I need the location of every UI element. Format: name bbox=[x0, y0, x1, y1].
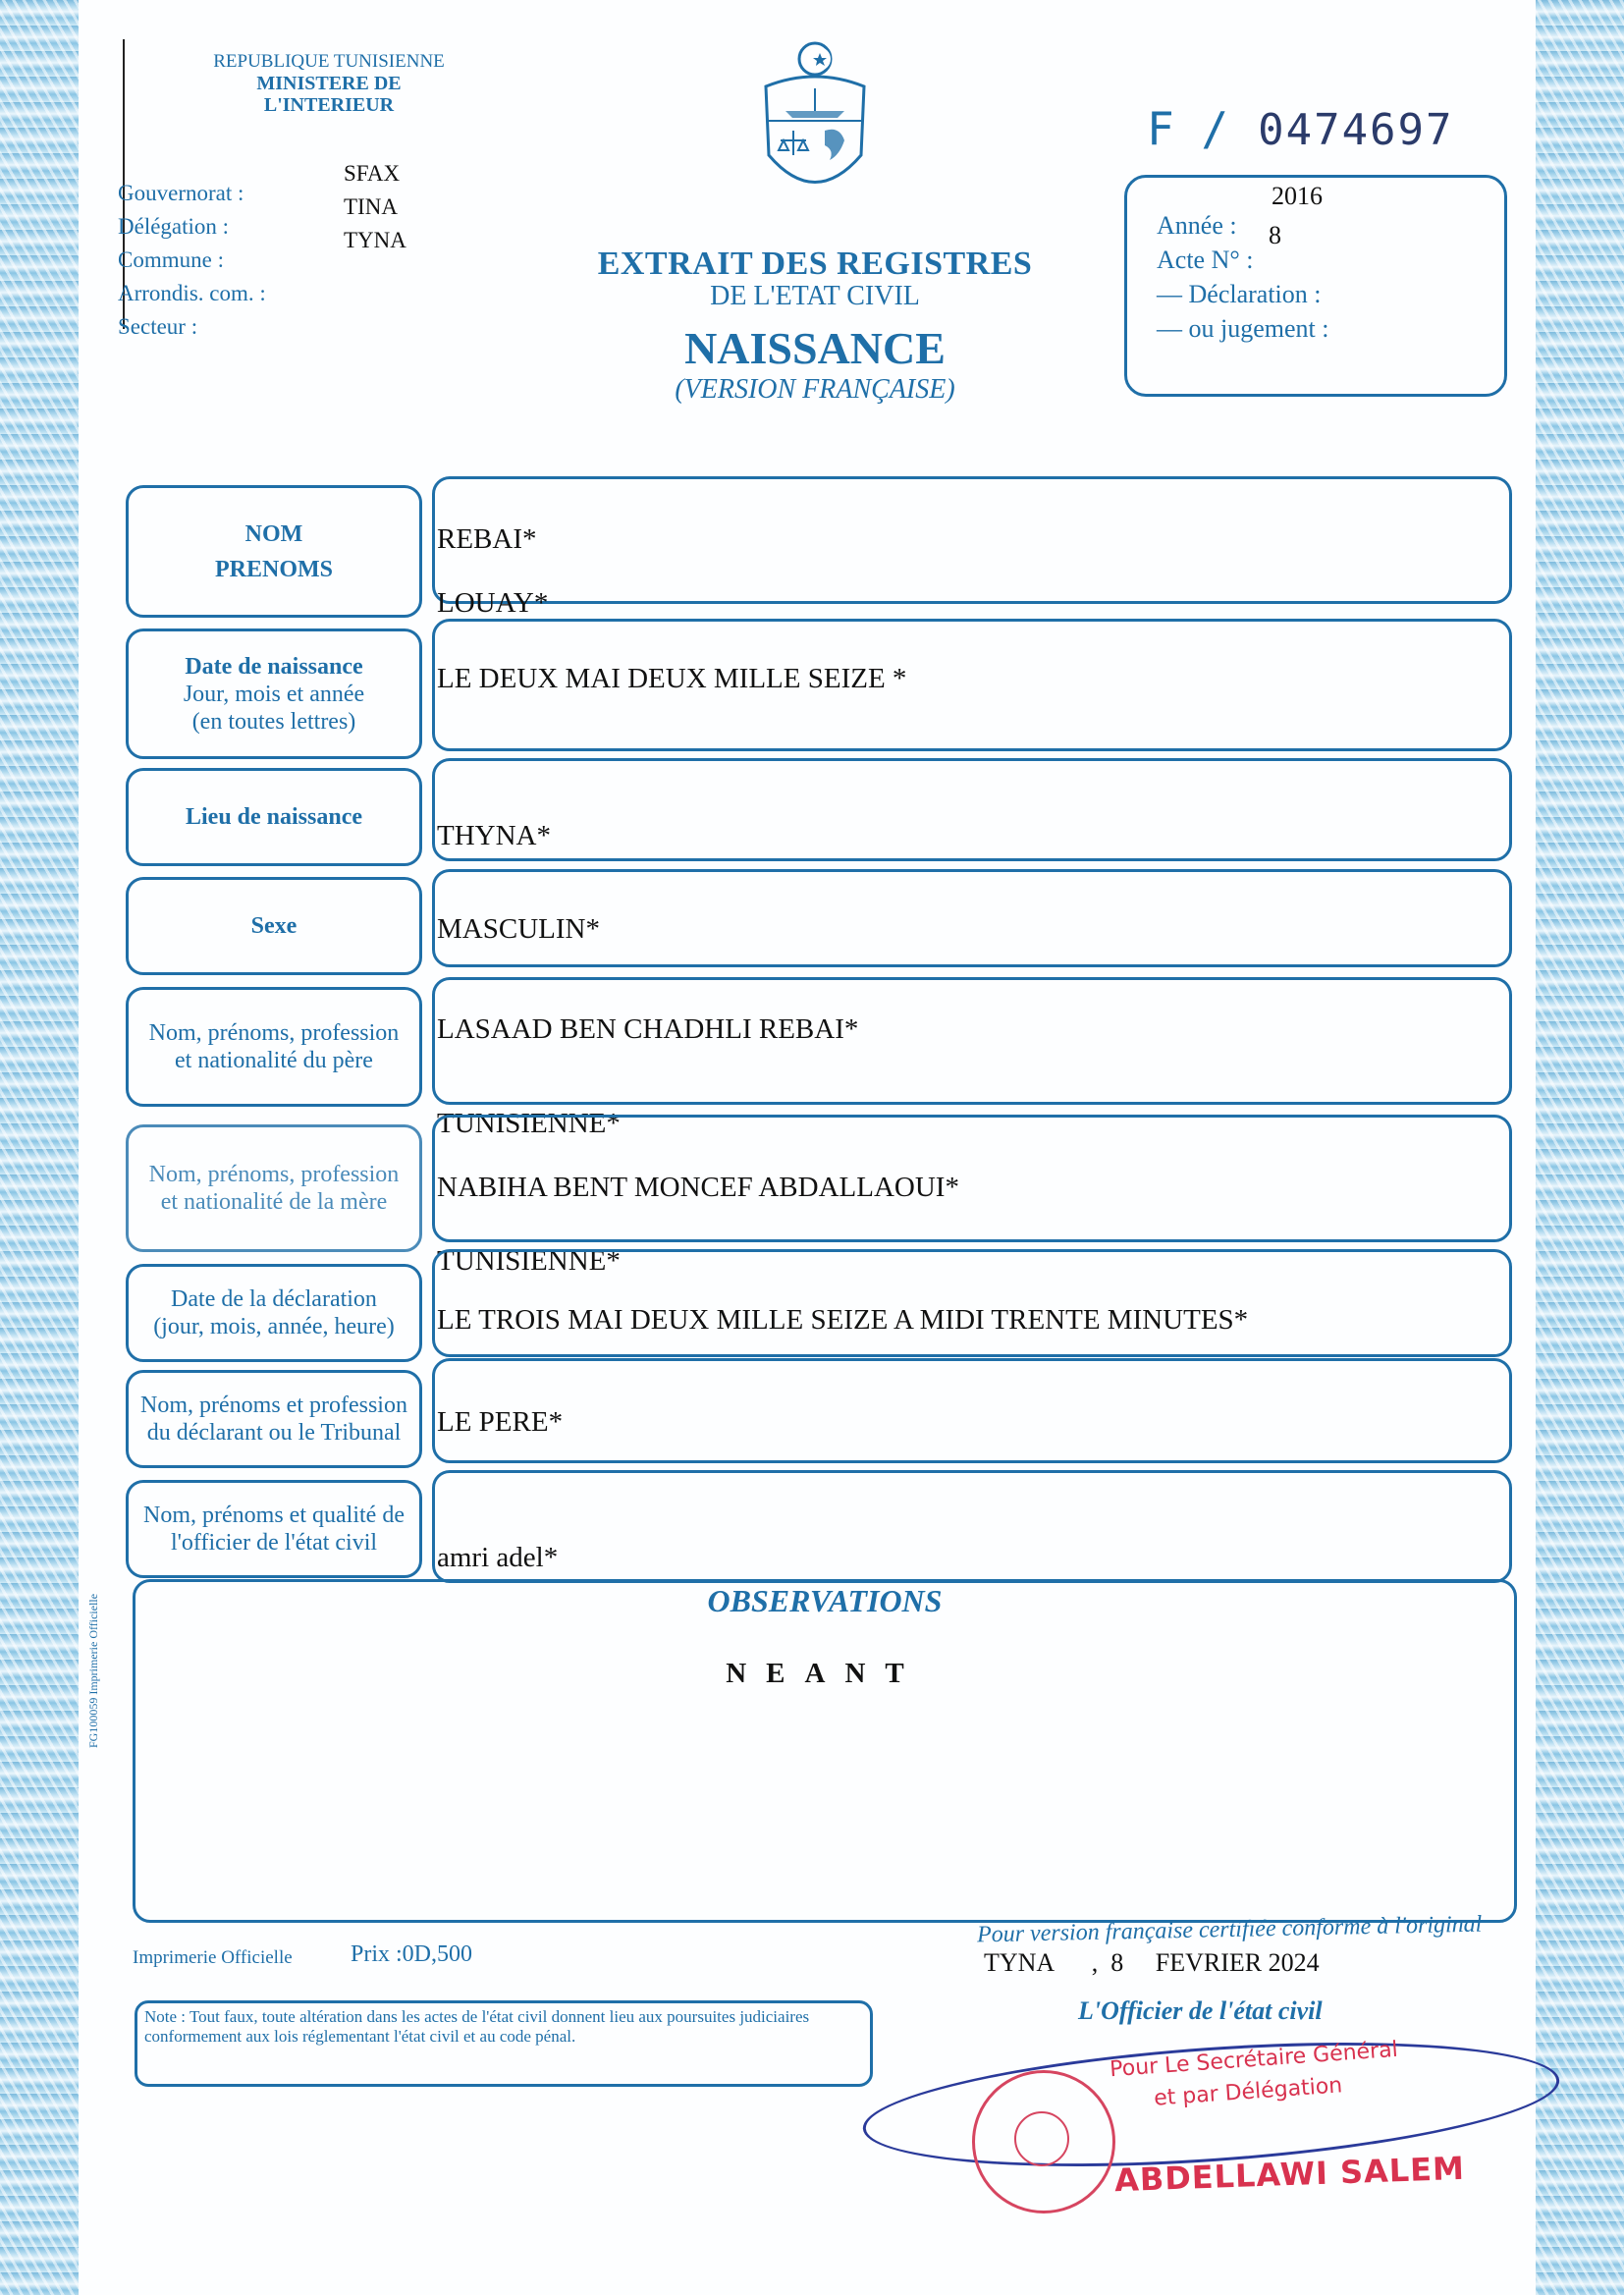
delegation-label: Délégation : bbox=[118, 214, 230, 239]
sexe-value: MASCULIN* bbox=[437, 913, 600, 945]
title-version: (VERSION FRANÇAISE) bbox=[675, 374, 955, 405]
nom-prenoms-label-box bbox=[126, 485, 422, 618]
seal-emblem-icon bbox=[1014, 2111, 1069, 2166]
title-line-2: DE L'ETAT CIVIL bbox=[710, 281, 920, 311]
issuer-header bbox=[201, 51, 457, 116]
acte-number-label: Acte N° : bbox=[1157, 246, 1254, 274]
officier-label-box bbox=[126, 1480, 422, 1578]
stamp-line-2: et par Délégation bbox=[1153, 2073, 1343, 2111]
naissance-label: Date de naissance bbox=[185, 653, 363, 680]
republic-label: REPUBLIQUE TUNISIENNE bbox=[213, 51, 445, 72]
declarant-value: LE PERE* bbox=[437, 1406, 564, 1438]
arrondissement-label: Arrondis. com. : bbox=[118, 281, 266, 305]
jugement-type-label: — ou jugement : bbox=[1157, 314, 1329, 343]
officier-label: Nom, prénoms et qualité de l'officier de l'état civil bbox=[143, 1503, 405, 1556]
acte-values bbox=[1269, 177, 1323, 255]
acte-number-value: 8 bbox=[1269, 221, 1281, 249]
nom-prenoms-value-box bbox=[432, 476, 1512, 604]
guilloche-border-left bbox=[0, 0, 79, 2295]
guilloche-border-right bbox=[1536, 0, 1624, 2295]
mere-value: NABIHA BENT MONCEF ABDALLAOUI* bbox=[437, 1172, 959, 1203]
annee-label: Année : bbox=[1157, 211, 1237, 240]
gouvernorat-label: Gouvernorat : bbox=[118, 181, 244, 205]
serial-number bbox=[1147, 102, 1454, 155]
pere-value: LASAAD BEN CHADHLI REBAI* bbox=[437, 1013, 859, 1045]
mere-nationalite: TUNISIENNE* bbox=[437, 1245, 621, 1277]
pere-label: Nom, prénoms, profession et nationalité du père bbox=[148, 1020, 400, 1073]
observations-box bbox=[133, 1579, 1517, 1923]
secteur-label: Secteur : bbox=[118, 314, 198, 339]
commune-value: TYNA bbox=[344, 228, 406, 252]
officier-title: L'Officier de l'état civil bbox=[1078, 1996, 1323, 2025]
admin-labels bbox=[118, 177, 266, 344]
observations-text: NEANT bbox=[726, 1658, 924, 1689]
serial-prefix: F / bbox=[1147, 102, 1229, 155]
gouvernorat-value: SFAX bbox=[344, 161, 401, 186]
serial-value: 0474697 bbox=[1258, 105, 1454, 155]
officier-value-box bbox=[432, 1470, 1512, 1583]
prenoms-label: PRENOMS bbox=[215, 556, 333, 582]
issue-place-date: TYNA , 8 FEVRIER 2024 bbox=[984, 1948, 1320, 1977]
prenoms-value: LOUAY* bbox=[437, 587, 549, 619]
officier-value: amri adel* bbox=[437, 1542, 559, 1573]
naissance-sub2: (en toutes lettres) bbox=[191, 708, 356, 735]
naissance-sub1: Jour, mois et année bbox=[183, 681, 365, 707]
observations-title: OBSERVATIONS bbox=[707, 1583, 943, 1618]
naissance-value: LE DEUX MAI DEUX MILLE SEIZE * bbox=[437, 663, 907, 694]
naissance-label-box bbox=[126, 628, 422, 759]
stamp-line-1: Pour Le Secrétaire Général bbox=[1109, 2037, 1399, 2083]
price-label: Prix :0D,500 bbox=[351, 1941, 473, 1967]
lieu-value-box bbox=[432, 758, 1512, 861]
declaration-value-box bbox=[432, 1249, 1512, 1357]
printer-reference: FG100059 Imprimerie Officielle bbox=[86, 1593, 100, 1748]
pere-nationalite: TUNISIENNE* bbox=[437, 1108, 621, 1139]
declarant-label: Nom, prénoms et profession du déclarant ou le Tribunal bbox=[140, 1393, 407, 1446]
admin-values bbox=[344, 157, 406, 257]
stamp-signatory-name: ABDELLAWI SALEM bbox=[1113, 2149, 1466, 2200]
mere-label: Nom, prénoms, profession et nationalité de la mère bbox=[148, 1162, 400, 1215]
declaration-label-box bbox=[126, 1264, 422, 1362]
lieu-label-box bbox=[126, 768, 422, 866]
declarant-value-box bbox=[432, 1358, 1512, 1463]
imprimerie-label: Imprimerie Officielle bbox=[133, 1947, 293, 1968]
annee-value: 2016 bbox=[1272, 182, 1323, 210]
legal-note: Note : Tout faux, toute altération dans les actes de l'état civil donnent lieu aux poursuites judiciaires conformement aux lois réglementant l'état civil et au code pénal. bbox=[144, 2007, 810, 2046]
title-naissance: NAISSANCE bbox=[684, 323, 946, 373]
sexe-label-box bbox=[126, 877, 422, 975]
tunisia-coat-of-arms-icon bbox=[751, 37, 879, 209]
mere-label-box bbox=[126, 1124, 422, 1252]
lieu-label: Lieu de naissance bbox=[185, 804, 363, 830]
nom-value: REBAI* bbox=[437, 523, 537, 555]
declaration-label: Date de la déclaration (jour, mois, année, heure) bbox=[153, 1286, 395, 1339]
certification-statement: Pour version française certifiée conforme à l'original bbox=[976, 1911, 1483, 1948]
commune-label: Commune : bbox=[118, 247, 224, 272]
nom-label: NOM bbox=[244, 520, 303, 547]
sexe-label: Sexe bbox=[250, 913, 298, 939]
ministry-label: MINISTERE DE L'INTERIEUR bbox=[256, 73, 402, 116]
declaration-value: LE TROIS MAI DEUX MILLE SEIZE A MIDI TRENTE MINUTES* bbox=[437, 1304, 1249, 1336]
pere-label-box bbox=[126, 987, 422, 1107]
document-title bbox=[550, 246, 1080, 406]
declaration-type-label: — Déclaration : bbox=[1157, 280, 1322, 308]
title-line-1: EXTRAIT DES REGISTRES bbox=[597, 246, 1033, 282]
lieu-value: THYNA* bbox=[437, 820, 551, 851]
declarant-label-box bbox=[126, 1370, 422, 1468]
delegation-value: TINA bbox=[344, 194, 398, 219]
